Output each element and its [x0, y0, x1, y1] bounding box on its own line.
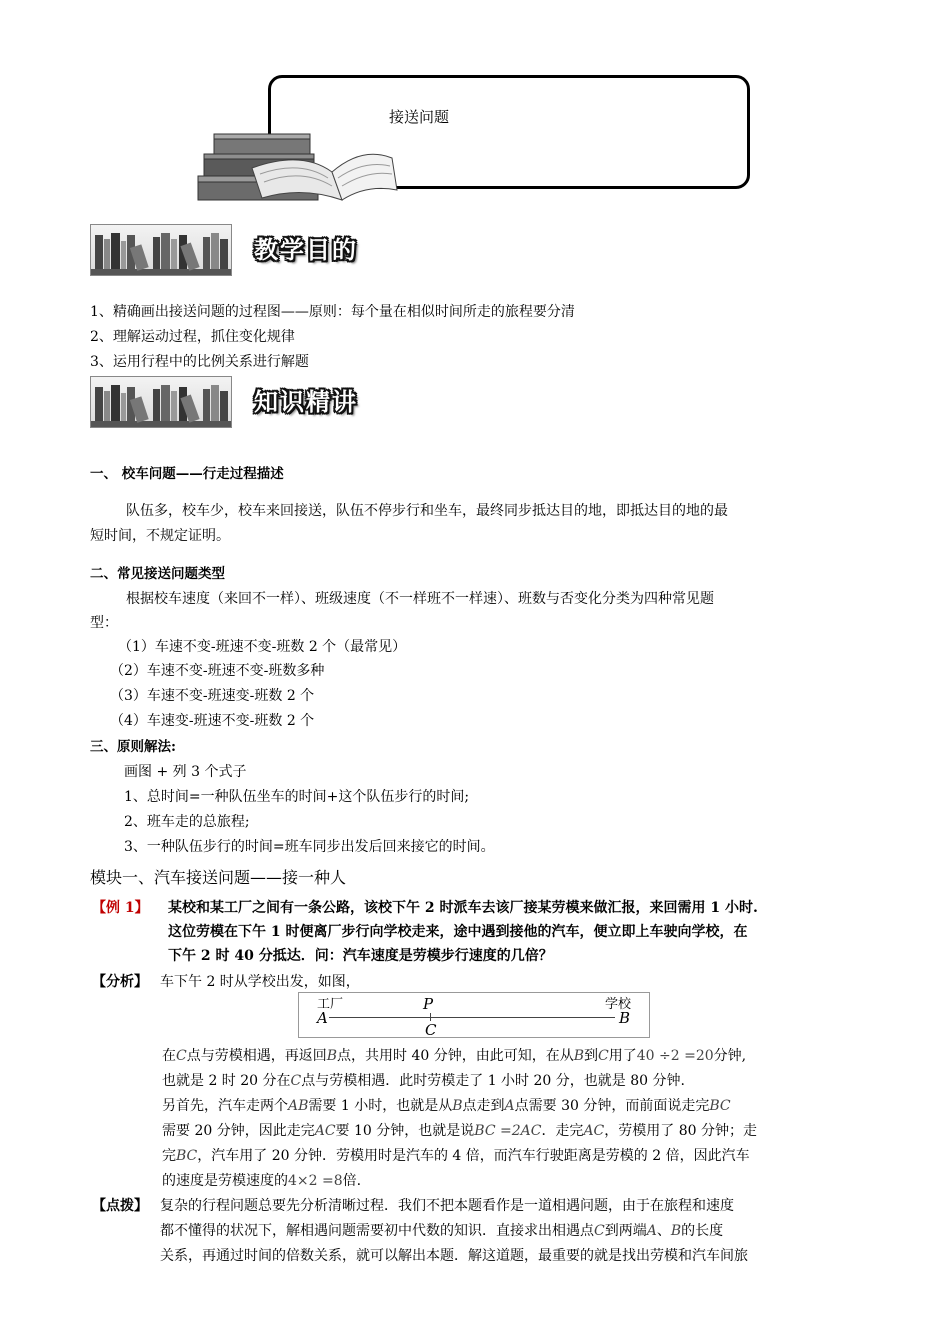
goal-item-2: 2、理解运动过程，抓住变化规律 [90, 329, 295, 345]
example-line2: 这位劳模在下午 1 时便离厂步行向学校走来，途中遇到接他的汽车，便立即上车驶向学校，在 [168, 924, 748, 940]
tip-tag: 【点拨】 [92, 1198, 148, 1214]
text: ，汽车用了 20 分钟．劳模用时是汽车的 4 倍，而汽车行驶距离是劳模的 2 倍，因此汽车 [197, 1148, 750, 1164]
analysis-tag: 【分析】 [92, 974, 148, 990]
method-line-2: 2、班车走的总旅程; [124, 814, 250, 830]
example-line3: 下午 2 时 40 分抵达．问：汽车速度是劳模步行速度的几倍？ [168, 948, 553, 964]
formula: 40 ÷2 =20 [636, 1048, 714, 1064]
example-tag: 【例 1】 [92, 900, 149, 916]
knowledge-title: 知识精讲 [254, 388, 358, 416]
text: 倍. [342, 1173, 362, 1189]
text: 另首先，汽车走两个 [162, 1098, 288, 1114]
var-b: B [452, 1098, 463, 1114]
part2-intro-line2: 型： [90, 615, 118, 631]
road-line [329, 1017, 615, 1018]
text: 点需要 30 分钟，而前面说走完 [514, 1098, 710, 1114]
tip-line2 [160, 1221, 723, 1241]
var-b: B [326, 1048, 338, 1064]
text: 分钟, [713, 1048, 747, 1064]
var-ac: AC [314, 1123, 336, 1139]
text: 用了 [608, 1048, 637, 1064]
goals-banner [90, 224, 232, 276]
goal-item-1: 1、精确画出接送问题的过程图——原则：每个量在相似时间所走的旅程要分清 [90, 304, 575, 320]
var-a: A [504, 1098, 515, 1114]
bookshelf-icon [91, 377, 232, 428]
part1-paragraph-line2: 短时间，不规定证明。 [90, 528, 230, 544]
document-title: 接送问题 [389, 108, 450, 126]
text: 的长度 [681, 1223, 724, 1239]
type-item-2: （2）车速不变-班速不变-班数多种 [110, 663, 325, 679]
var-c: C [598, 1048, 609, 1064]
text: ．走完 [541, 1123, 584, 1139]
books-illustration [192, 128, 404, 204]
example-line1: 某校和某工厂之间有一条公路，该校下午 2 时派车去该厂接某劳模来做汇报，来回需用 1 小时. [168, 900, 758, 916]
point-p-label: P [423, 995, 434, 1013]
text: 点，共用时 40 分钟，由此可知，在从 [337, 1048, 574, 1064]
text: ，劳模用了 80 分钟；走 [604, 1123, 757, 1139]
point-c-label: C [425, 1021, 437, 1039]
goals-title: 教学目的 [254, 236, 358, 264]
var-c: C [290, 1073, 302, 1089]
type-item-4: （4）车速变-班速不变-班数 2 个 [110, 713, 315, 729]
var-b: B [670, 1223, 682, 1239]
analysis-line1 [162, 1046, 746, 1066]
school-label: 学校 [605, 997, 632, 1012]
point-b-label: B [619, 1009, 631, 1027]
type-item-1: （1）车速不变-班速不变-班数 2 个（最常见） [118, 639, 407, 655]
part1-heading: 一、 校车问题——行走过程描述 [90, 466, 284, 482]
module-title: 模块一、汽车接送问题——接一种人 [90, 868, 347, 887]
analysis-line2 [162, 1071, 685, 1091]
text: 到两端 [604, 1223, 647, 1239]
text: 也就是 2 时 20 分在 [162, 1073, 291, 1089]
part3-heading: 三、原则解法: [90, 739, 176, 755]
method-line-0: 画图 + 列 3 个式子 [124, 764, 247, 780]
analysis-intro: 车下午 2 时从学校出发，如图， [160, 974, 360, 990]
knowledge-banner [90, 376, 232, 428]
goal-item-3: 3、运用行程中的比例关系进行解题 [90, 354, 309, 370]
text: 需要 1 小时，也就是从 [308, 1098, 453, 1114]
route-diagram [298, 992, 650, 1038]
text: 点与劳模相遇，再返回 [186, 1048, 327, 1064]
text: 点与劳模相遇．此时劳模走了 1 小时 20 分，也就是 80 分钟. [301, 1073, 685, 1089]
method-line-3: 3、一种队伍步行的时间=班车同步出发后回来接它的时间。 [124, 839, 495, 855]
var-a: A [646, 1223, 657, 1239]
var-bc: BC [709, 1098, 731, 1114]
tip-line3: 关系，再通过时间的倍数关系，就可以解出本题．解这道题，最重要的就是找出劳模和汽车间旅 [160, 1248, 748, 1264]
var-bc: BC [176, 1148, 198, 1164]
var-c: C [176, 1048, 187, 1064]
var-ab: AB [288, 1098, 309, 1114]
type-item-3: （3）车速不变-班速变-班数 2 个 [110, 688, 315, 704]
text: 完 [162, 1148, 176, 1164]
text: 的速度是劳模速度的 [162, 1173, 288, 1189]
point-c-tick [430, 1013, 431, 1021]
var-ac: AC [583, 1123, 605, 1139]
var-c: C [594, 1223, 605, 1239]
part2-intro-line1: 根据校车速度（来回不一样）、班级速度（不一样班不一样速）、班数与否变化分类为四种常见题 [126, 591, 714, 607]
text: 、 [656, 1223, 671, 1239]
formula: BC =2AC [474, 1123, 542, 1139]
text: 都不懂得的状况下，解相遇问题需要初中代数的知识．直接求出相遇点 [160, 1223, 594, 1239]
point-a-label: A [317, 1009, 328, 1027]
text: 到 [584, 1048, 599, 1064]
part1-paragraph-line1: 队伍多，校车少，校车来回接送，队伍不停步行和坐车，最终同步抵达目的地，即抵达目的地的最 [126, 503, 728, 519]
text: 需要 20 分钟，因此走完 [162, 1123, 315, 1139]
bookshelf-icon [91, 225, 232, 276]
analysis-line4 [162, 1121, 757, 1141]
tip-line1: 复杂的行程问题总要先分析清晰过程．我们不把本题看作是一道相遇问题，由于在旅程和速度 [160, 1198, 734, 1214]
var-b: B [573, 1048, 585, 1064]
analysis-line3 [162, 1096, 731, 1116]
text: 要 10 分钟，也就是说 [335, 1123, 475, 1139]
part2-heading: 二、常见接送问题类型 [90, 566, 225, 582]
formula: 4×2 =8 [288, 1173, 343, 1189]
method-line-1: 1、总时间=一种队伍坐车的时间+这个队伍步行的时间; [124, 789, 470, 805]
text: 在 [162, 1048, 176, 1064]
analysis-line5 [162, 1146, 750, 1166]
text: 点走到 [462, 1098, 505, 1114]
factory-label: 工厂 [317, 997, 344, 1012]
analysis-line6 [162, 1171, 361, 1191]
